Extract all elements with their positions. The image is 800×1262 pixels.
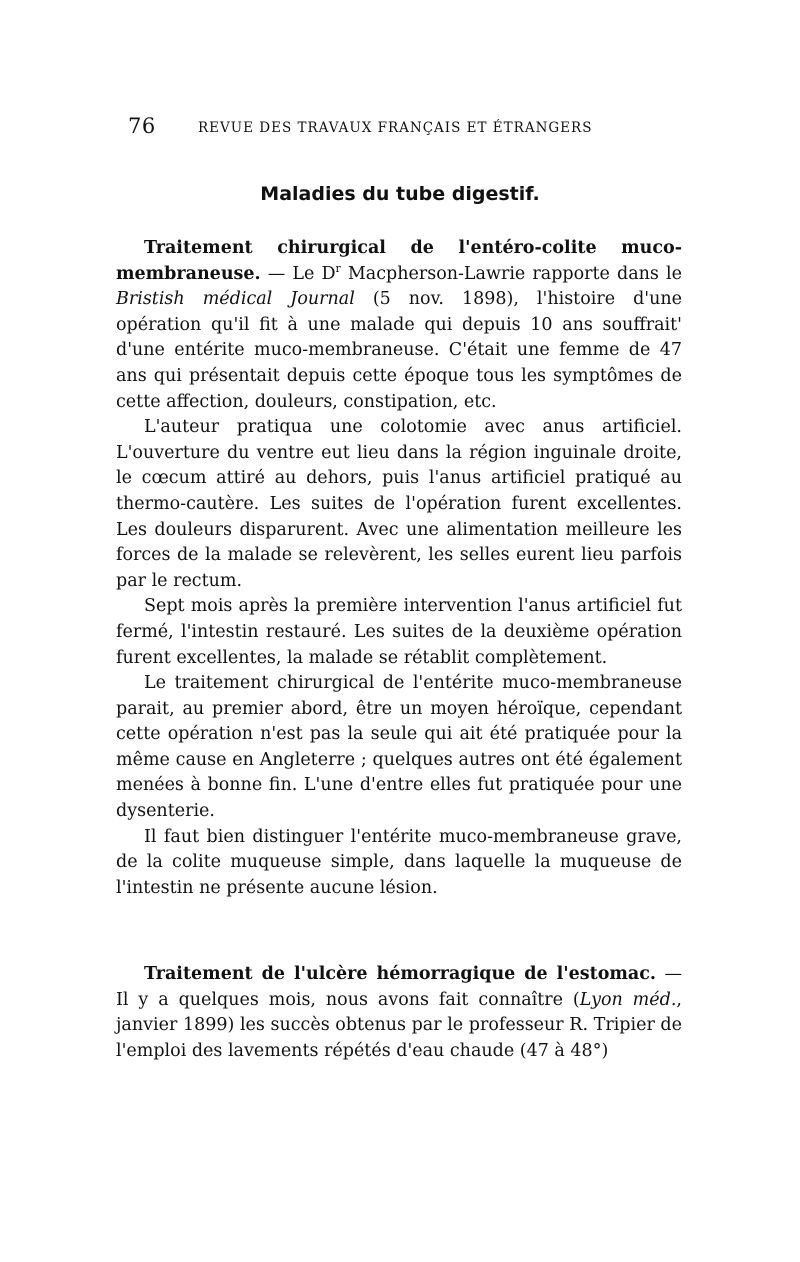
section-title: Maladies du tube digestif. [260, 183, 540, 205]
paragraph-text: — Il y a quelques mois, nous avons fait connaître ( [116, 964, 682, 1010]
paragraph-text: , janvier 1899) les succès obtenus par le professeur R. Tripier de l'emploi des lavements répétés d'eau chaude (47 à 48°) [116, 989, 682, 1061]
dr-superscript: r [335, 261, 341, 275]
intro-text-2: Macpherson-Lawrie rapporte dans le [340, 263, 682, 284]
page-header [128, 114, 688, 140]
paragraph: Le traitement chirurgical de l'entérite muco-membraneuse parait, au premier abord, être un moyen héroïque, cependant cette opération n'est pas la seule qui ait été pratiquée pour la même cause en Angleterre ; quelques autres ont été également menées à bonne fin. L'une d'entre elles fut pratiquée pour une dysenterie. [116, 673, 682, 822]
running-title: REVUE DES TRAVAUX FRANÇAIS ET ÉTRANGERS [198, 120, 593, 136]
paragraph-text: (5 nov. 1898), l'histoire d'une opération qu'il fit à une malade qui depuis 10 ans souffrait' d'une entérite muco-membraneuse. C'était une femme de 47 ans qui présentait depuis cette époque tous les symptômes de cette affection, douleurs, constipation, etc. [116, 289, 682, 412]
journal-name: Bristish médical Journal [116, 289, 355, 310]
article-heading: Traitement de l'ulcère hémorragique de l'estomac. [144, 964, 657, 984]
paragraph: Sept mois après la première intervention l'anus artificiel fut fermé, l'intestin restauré. Les suites de la deuxième opération furent excellentes, la malade se rétablit complètement. [116, 596, 682, 668]
paragraph: L'auteur pratiqua une colotomie avec anus artificiel. L'ouverture du ventre eut lieu dans la région inguinale droite, le cœcum attiré au dehors, puis l'anus artificiel pratiqué au thermo-cautère. Les suites de l'opération furent excellentes. Les douleurs disparurent. Avec une alimentation meilleure les forces de la malade se relevèrent, les selles eurent lieu parfois par le rectum. [116, 417, 682, 591]
intro-text: — Le D [260, 263, 336, 284]
page-number: 76 [128, 114, 156, 138]
article-heading: Traitement chirurgical de l'entéro-colite muco-membraneuse. [116, 238, 682, 284]
article-ulcere [116, 962, 682, 1064]
paragraph: Il faut bien distinguer l'entérite muco-membraneuse grave, de la colite muqueuse simple, dans laquelle la muqueuse de l'intestin ne présente aucune lésion. [116, 826, 682, 898]
source-citation: Lyon méd. [579, 989, 677, 1010]
paragraph [116, 962, 682, 1064]
paragraph [116, 236, 682, 415]
article-entero-colite [116, 236, 682, 901]
